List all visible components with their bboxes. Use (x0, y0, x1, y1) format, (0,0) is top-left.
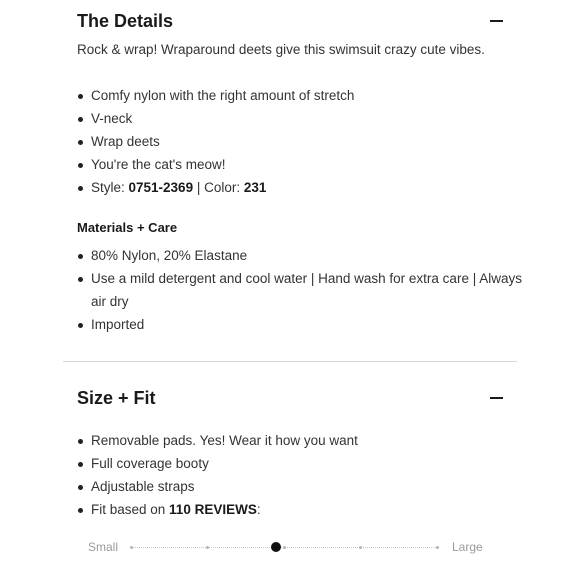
care-line-1: Use a mild detergent and cool water | Hand wash for extra care | Always (91, 271, 522, 286)
details-title: The Details (77, 10, 174, 31)
collapse-details-button[interactable] (489, 14, 503, 28)
fit-scale (88, 538, 488, 558)
list-item: You're the cat's meow! (77, 153, 354, 176)
color-value: 231 (243, 180, 267, 195)
materials-care-heading: Materials + Care (77, 220, 178, 235)
fit-tick (206, 546, 209, 549)
color-label: | Color: (193, 180, 244, 195)
care-line-2: air dry (91, 294, 129, 309)
list-item: Imported (77, 313, 522, 336)
size-fit-title: Size + Fit (77, 387, 156, 408)
materials-list (77, 244, 522, 336)
reviews-link[interactable]: 110 REVIEWS (169, 502, 257, 517)
list-item: 80% Nylon, 20% Elastane (77, 244, 522, 267)
fit-prefix: Fit based on (91, 502, 170, 517)
list-item: Comfy nylon with the right amount of stretch (77, 84, 354, 107)
fit-suffix: : (256, 502, 261, 517)
list-item: Adjustable straps (77, 475, 358, 498)
style-value: 0751-2369 (128, 180, 194, 195)
minus-icon (490, 397, 503, 400)
fit-tick (436, 546, 439, 549)
list-item: Removable pads. Yes! Wear it how you want (77, 429, 358, 452)
details-intro: Rock & wrap! Wraparound deets give this swimsuit crazy cute vibes. (77, 42, 485, 57)
fit-tick (130, 546, 133, 549)
list-item: Wrap deets (77, 130, 354, 153)
details-list (77, 84, 354, 199)
fit-tick (359, 546, 362, 549)
fit-marker (271, 542, 281, 552)
fit-min-label: Small (88, 540, 119, 554)
list-item: V-neck (77, 107, 354, 130)
section-divider (63, 361, 517, 362)
size-fit-header[interactable] (77, 383, 503, 413)
fit-reviews-item (77, 498, 358, 521)
style-color-item (77, 176, 354, 199)
fit-tick (283, 546, 286, 549)
size-fit-list (77, 429, 358, 521)
minus-icon (490, 20, 503, 23)
details-header[interactable] (77, 6, 503, 36)
list-item: Full coverage booty (77, 452, 358, 475)
style-label: Style: (91, 180, 129, 195)
fit-max-label: Large (452, 540, 483, 554)
collapse-size-fit-button[interactable] (489, 391, 503, 405)
list-item (77, 267, 522, 313)
